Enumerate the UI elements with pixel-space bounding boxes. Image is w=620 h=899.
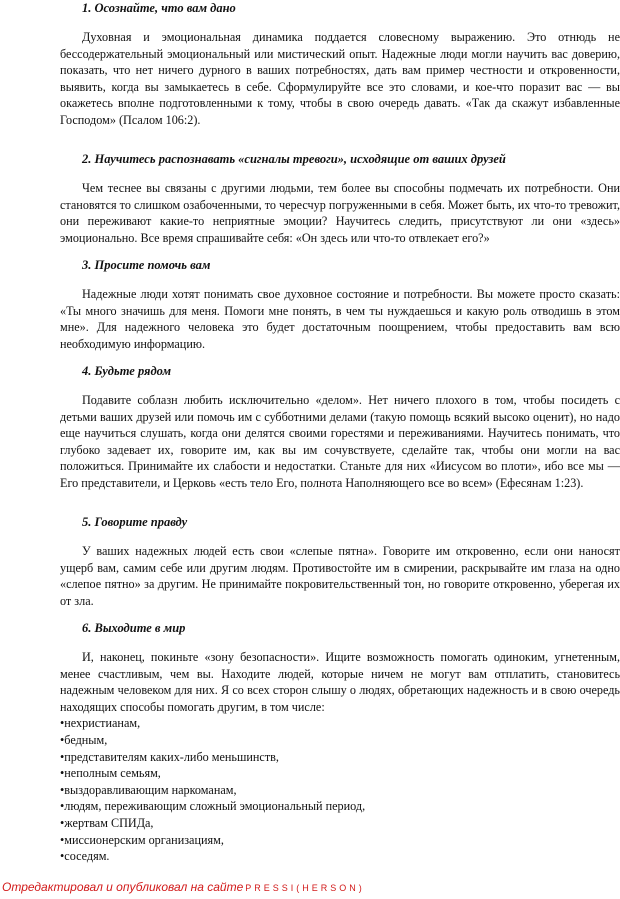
section-paragraph: У ваших надежных людей есть свои «слепые пятна». Говорите им откровенно, если они наносят ущерб вам, самим себе или другим людям. Противостойте им в смирении, раскрывайте им глаза на одно «слепое пятно» за другим. Не принимайте покровительственный тон, но говорите откровенно, уберегая их от зла. <box>60 544 620 608</box>
section-heading: 2. Научитесь распознавать «сигналы тревоги», исходящие от ваших друзей <box>82 152 506 166</box>
list-item: • жертвам СПИДа, <box>60 815 620 832</box>
section-heading: 3. Просите помочь вам <box>82 258 211 272</box>
section-paragraph: Чем теснее вы связаны с другими людьми, тем более вы способны подмечать их потребности. Они становятся то слишком озабоченными, то чересчур погруженными в себя. Может быть, их что-то тревожит, они переживают какие-то неприятные эмоции? Научитесь следить, присутствуют ли они «здесь» эмоционально. Все время спрашивайте себя: «Он здесь или что-то отвлекает его?» <box>60 181 620 245</box>
footer-text: Отредактировал и опубликовал на сайте <box>2 880 244 894</box>
footer-brand-link[interactable]: PRESSI(HERSON) <box>245 883 365 893</box>
section-6 <box>60 620 620 865</box>
list-item: • бедным, <box>60 732 620 749</box>
list-item: • миссионерским организациям, <box>60 832 620 849</box>
list-item: • представителям каких-либо меньшинств, <box>60 749 620 766</box>
section-3 <box>60 257 620 352</box>
section-2 <box>60 151 620 246</box>
section-1 <box>60 0 620 129</box>
list-item: • людям, переживающим сложный эмоциональный период, <box>60 798 620 815</box>
list-item: • неполным семьям, <box>60 765 620 782</box>
section-4 <box>60 363 620 492</box>
section-paragraph: Духовная и эмоциональная динамика поддается словесному выражению. Это отнюдь не бессодержательный эмоциональный или мистический опыт. Надежные люди могли научить вас доверию, показать, что нет ничего дурного в ваших потребностях, дать вам пример честности и откровенности, выявить, когда вы замыкаетесь в себе. Сформулируйте все это словами, и кое-что поразит вас — вы окажетесь вполне подготовленными к тому, чтобы в свою очередь давать. «Так да скажут избавленные Господом» (Псалом 106:2). <box>60 30 620 127</box>
footer-credit <box>2 880 365 894</box>
list-item: • соседям. <box>60 848 620 865</box>
section-heading: 4. Будьте рядом <box>82 364 172 378</box>
section-heading: 6. Выходите в мир <box>82 621 186 635</box>
list-item: • выздоравливающим наркоманам, <box>60 782 620 799</box>
list-item: • нехристианам, <box>60 715 620 732</box>
section-paragraph: Подавите соблазн любить исключительно «делом». Нет ничего плохого в том, чтобы посидеть с детьми ваших друзей или помочь им с субботними делами (такую помощь всякий высоко оценит), но надо еще научиться слушать, когда они делятся своими горестями и переживаниями. Научитесь понимать, что глубоко задевает их, говорите им, как вы им сочувствуете, сделайте так, чтобы они могли на вас положиться. Принимайте их слабости и недостатки. Станьте для них «Иисусом во плоти», ибо все мы — Его представители, и Церковь «есть тело Его, полнота Наполняющего все во всем» (Ефесянам 1:23). <box>60 393 620 490</box>
section-heading: 5. Говорите правду <box>82 515 188 529</box>
section-heading: 1. Осознайте, что вам дано <box>82 1 236 15</box>
help-list <box>60 715 620 864</box>
section-paragraph: И, наконец, покиньте «зону безопасности». Ищите возможность помогать одиноким, угнетенным, менее счастливым, чем вы. Находите людей, которые ничем не могут вам отплатить, становитесь надежным человеком для них. Я со всех сторон слышу о людях, обретающих надежность и в свою очередь находящих способы помогать другим, в том числе: <box>60 650 620 714</box>
section-5 <box>60 514 620 609</box>
section-paragraph: Надежные люди хотят понимать свое духовное состояние и потребности. Вы можете просто сказать: «Ты много значишь для меня. Помоги мне понять, в чем ты нуждаешься и какую роль отводишь в этом мне». Для надежного человека это будет достаточным поощрением, чтобы предоставить вам всю необходимую информацию. <box>60 287 620 351</box>
